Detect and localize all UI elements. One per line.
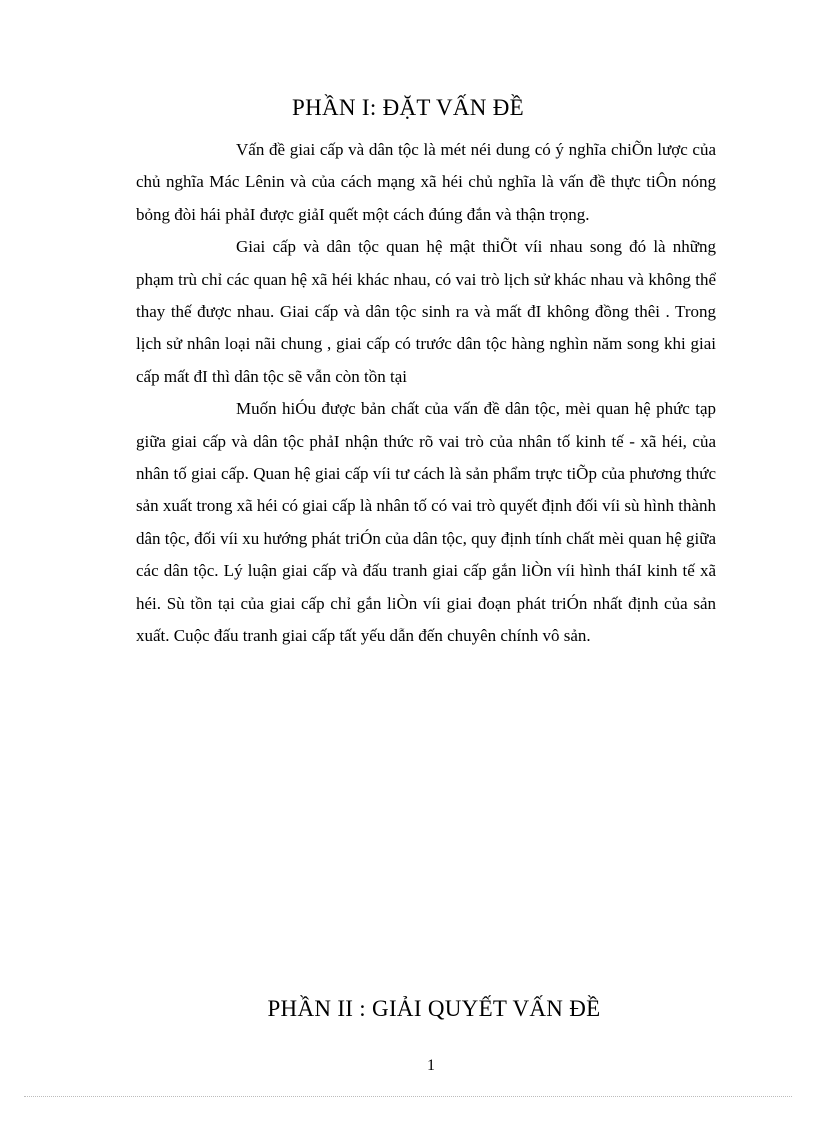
section-heading-part-1: PHẦN I: ĐẶT VẤN ĐỀ bbox=[292, 95, 524, 120]
body-text bbox=[136, 134, 716, 653]
paragraph-3: Muốn hiÓu được bản chất của vấn đề dân tộc, mèi quan hệ phức tạp giữa giai cấp và dân tộc phảI nhận thức rõ vai trò của nhân tố kinh tế - xã héi, của nhân tố giai cấp. Quan hệ giai cấp víi tư cách là sản phẩm trực tiÕp của phương thức sản xuất trong xã héi có giai cấp là nhân tố có vai trò quyết định đối víi sù hình thành dân tộc, đối víi xu hướng phát triÓn của dân tộc, quy định tính chất mèi quan hệ giữa các dân tộc. Lý luận giai cấp và đấu tranh giai cấp gắn liÒn víi hình tháI kinh tế xã héi. Sù tồn tại của giai cấp chỉ gắn liÒn víi giai đoạn phát triÓn nhất định của sản xuất. Cuộc đấu tranh giai cấp tất yếu dẫn đến chuyên chính vô sản. bbox=[136, 399, 716, 646]
page-boundary-divider bbox=[24, 1096, 792, 1097]
paragraph-2: Giai cấp và dân tộc quan hệ mật thiÕt víi nhau song đó là những phạm trù chỉ các quan hệ xã héi khác nhau, có vai trò lịch sử khác nhau và không thể thay thế được nhau. Giai cấp và dân tộc sinh ra và mất đI không đồng thêi . Trong lịch sử nhân loại nãi chung , giai cấp có trước dân tộc hàng nghìn năm song khi giai cấp mất đI thì dân tộc sẽ vẫn còn tồn tại bbox=[136, 237, 716, 386]
page-number: 1 bbox=[427, 1057, 435, 1074]
section-heading-part-2: PHẦN II : GIẢI QUYẾT VẤN ĐỀ bbox=[267, 996, 601, 1021]
paragraph-1: Vấn đề giai cấp và dân tộc là mét néi dung có ý nghĩa chiÕn lược của chủ nghĩa Mác Lênin và của cách mạng xã héi chủ nghĩa là vấn đề thực tiÔn nóng bỏng đòi hái phảI được giảI quết một cách đúng đắn và thận trọng. bbox=[136, 140, 716, 224]
